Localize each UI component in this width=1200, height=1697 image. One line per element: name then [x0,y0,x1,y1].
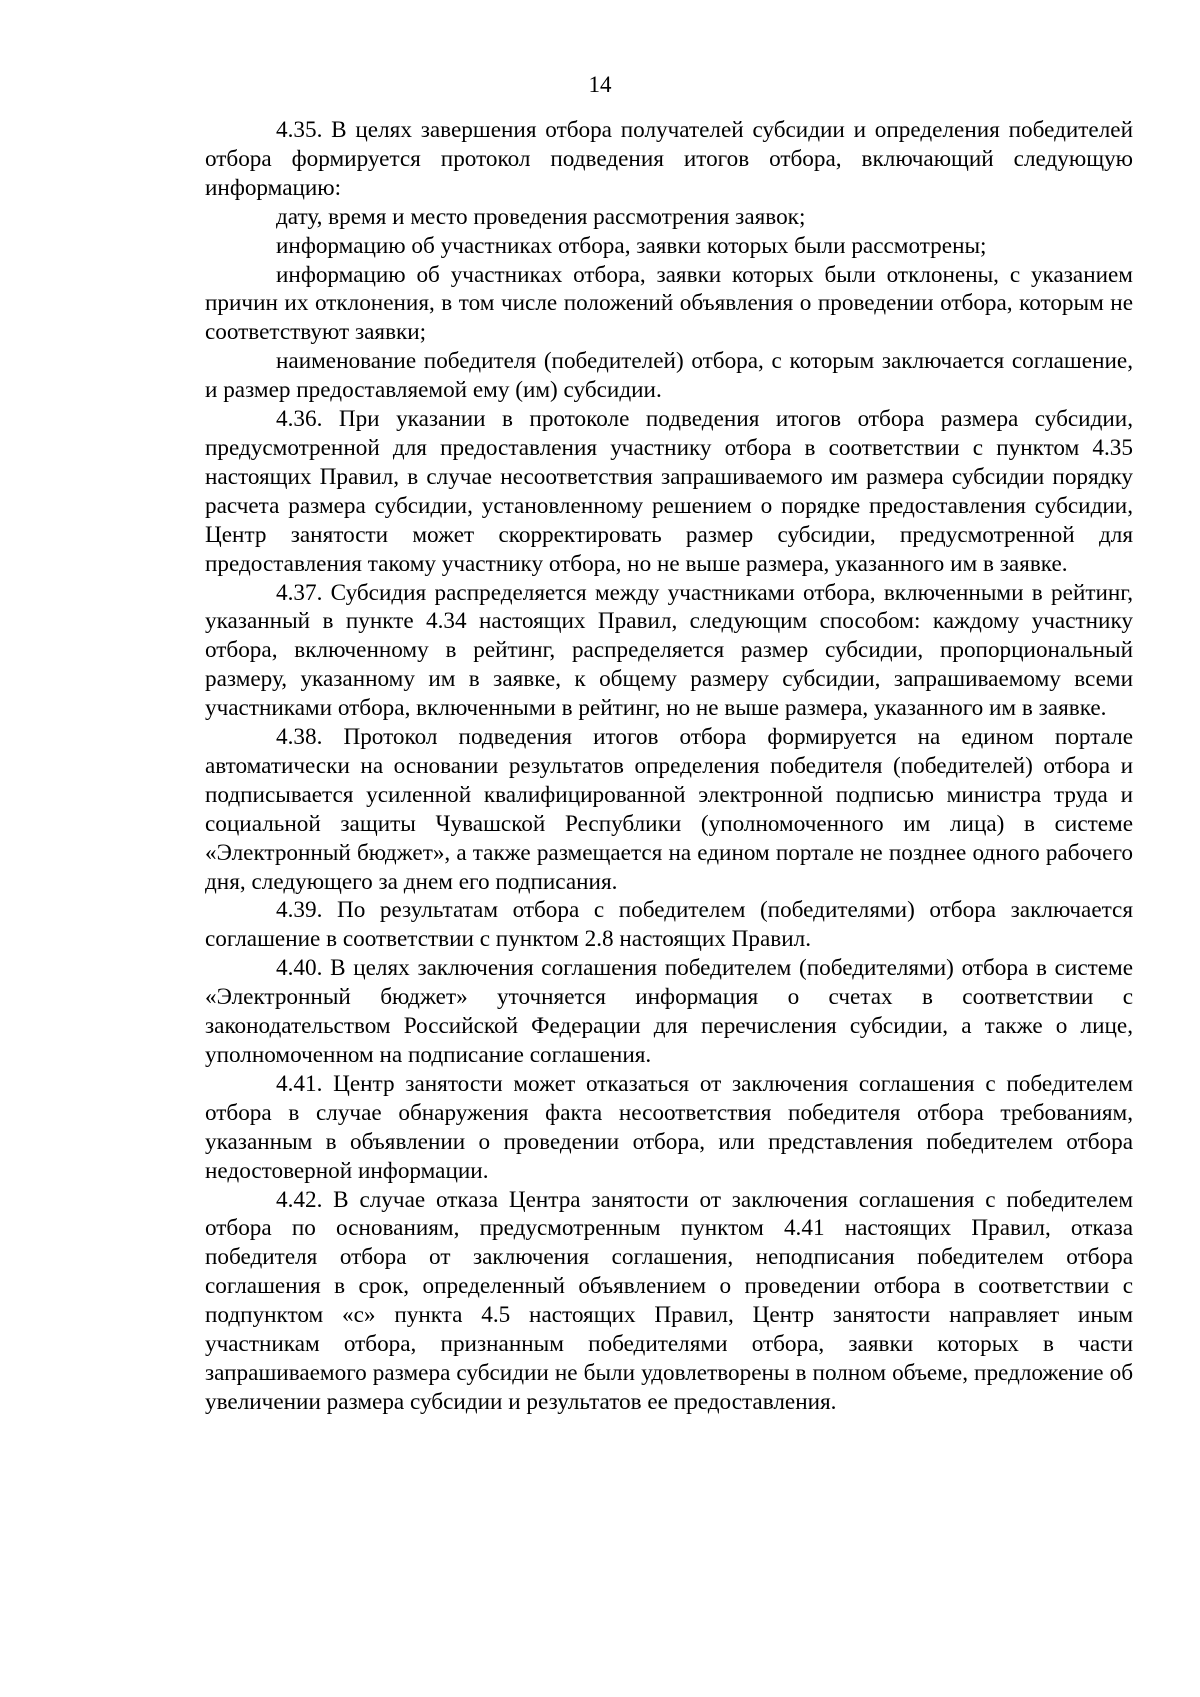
paragraph-4-38: 4.38. Протокол подведения итогов отбора формируется на едином портале автоматически на основании результатов определения победителя (победителей) отбора и подписывается усиленной квалифицированной электронной подписью министра труда и социальной защиты Чувашской Республики (уполномоченного им лица) в системе «Электронный бюджет», а также размещается на едином портале не позднее одного рабочего дня, следующего за днем его подписания. [205,724,1133,895]
page-number: 14 [588,72,612,97]
paragraph-4-36: 4.36. При указании в протоколе подведения итогов отбора размера субсидии, предусмотренной для предоставления участнику отбора в соответствии с пунктом 4.35 настоящих Правил, в случае несоответствия запрашиваемого им размера субсидии порядку расчета размера субсидии, установленному решением о порядке предоставления субсидии, Центр занятости может скорректировать размер субсидии, предусмотренной для предоставления такому участнику отбора, но не выше размера, указанного им в заявке. [205,406,1133,577]
document-body [205,116,1133,1417]
paragraph-4-39: 4.39. По результатам отбора с победителем (победителями) отбора заключается соглашение в соответствии с пунктом 2.8 настоящих Правил. [205,897,1133,953]
paragraph-item-winner: наименование победителя (победителей) отбора, с которым заключается соглашение, и размер предоставляемой ему (им) субсидии. [205,348,1133,404]
paragraph-4-37: 4.37. Субсидия распределяется между участниками отбора, включенными в рейтинг, указанный в пункте 4.34 настоящих Правил, следующим способом: каждому участнику отбора, включенному в рейтинг, распределяется размер субсидии, пропорциональный размеру, указанному им в заявке, к общему размеру субсидии, запрашиваемому всеми участниками отбора, включенными в рейтинг, но не выше размера, указанного им в заявке. [205,579,1133,722]
paragraph-4-40: 4.40. В целях заключения соглашения победителем (победителями) отбора в системе «Электронный бюджет» уточняется информация о счетах в соответствии с законодательством Российской Федерации для перечисления субсидии, а также о лице, уполномоченном на подписание соглашения. [205,955,1133,1068]
paragraph-item-reviewed: информацию об участниках отбора, заявки которых были рассмотрены; [276,232,987,259]
paragraph-4-41: 4.41. Центр занятости может отказаться от заключения соглашения с победителем отбора в случае обнаружения факта несоответствия победителя отбора требованиям, указанным в объявлении о проведении отбора, или представления победителем отбора недостоверной информации. [205,1070,1133,1184]
paragraph-item-date: дату, время и место проведения рассмотрения заявок; [276,203,806,230]
paragraph-4-35: 4.35. В целях завершения отбора получателей субсидии и определения победителей отбора формируется протокол подведения итогов отбора, включающий следующую информацию: [205,117,1133,201]
paragraph-4-42: 4.42. В случае отказа Центра занятости от заключения соглашения с победителем отбора по основаниям, предусмотренным пунктом 4.41 настоящих Правил, отказа победителя отбора от заключения соглашения, неподписания победителем отбора соглашения в срок, определенный объявлением о проведении отбора в соответствии с подпунктом «с» пункта 4.5 настоящих Правил, Центр занятости направляет иным участникам отбора, признанным победителями отбора, заявки которых в части запрашиваемого размера субсидии не были удовлетворены в полном объеме, предложение об увеличении размера субсидии и результатов ее предоставления. [205,1186,1133,1415]
paragraph-item-rejected: информацию об участниках отбора, заявки которых были отклонены, с указанием причин их отклонения, в том числе положений объявления о проведении отбора, которым не соответствуют заявки; [205,261,1133,346]
